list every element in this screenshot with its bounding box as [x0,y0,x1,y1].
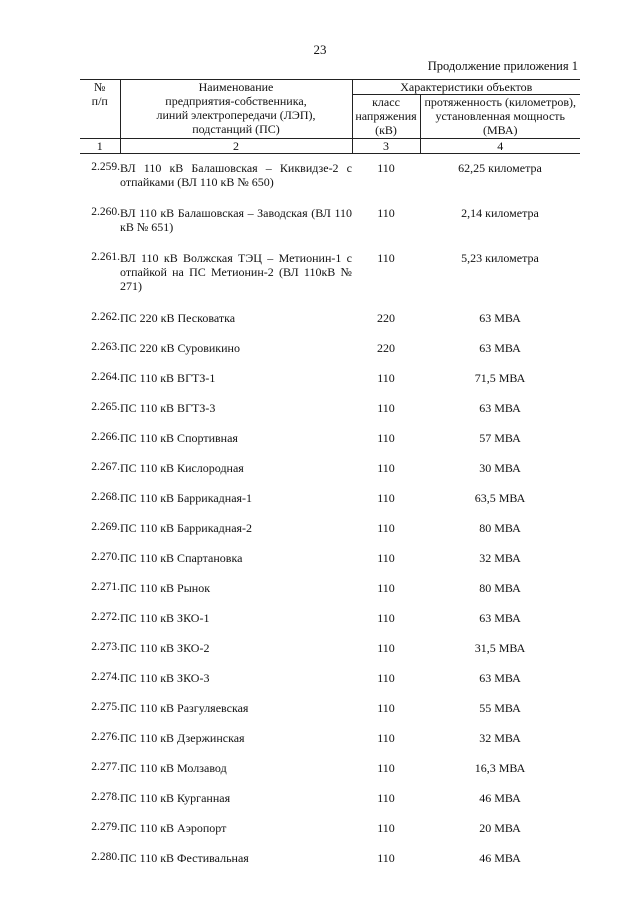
table-row [80,851,580,881]
capacity-value: 63 МВА [479,310,521,325]
row-number: 2.280. [91,850,120,863]
table-row [80,761,580,791]
voltage-class: 110 [377,460,395,475]
object-name: ПС 110 кВ Молзавод [120,760,227,775]
object-name: ПС 110 кВ ВГТЗ-1 [120,370,216,385]
table-row [80,821,580,851]
table-row [80,791,580,821]
capacity-value: 80 МВА [479,580,521,595]
row-number: 2.270. [91,550,120,563]
object-name: ПС 110 кВ Кислородная [120,460,244,475]
capacity-value: 16,3 МВА [474,760,526,775]
object-name: ПС 110 кВ ЗКО-3 [120,670,210,685]
capacity-value: 46 МВА [479,850,521,865]
row-number: 2.259. [91,160,120,173]
table-row [80,551,580,581]
object-name: ПС 220 кВ Суровикино [120,340,240,355]
capacity-value: 30 МВА [479,460,521,475]
table-row [80,611,580,641]
capacity-value: 63 МВА [479,340,521,355]
column-number-3: 3 [352,138,420,153]
table-row [80,491,580,521]
capacity-value: 62,25 километра [458,160,542,175]
column-number-1: 1 [80,138,120,153]
capacity-value: 32 МВА [479,550,521,565]
voltage-class: 110 [377,250,395,265]
voltage-class: 110 [377,205,395,220]
object-name: ПС 110 кВ Спартановка [120,550,243,565]
voltage-class: 110 [377,520,395,535]
capacity-value: 63 МВА [479,610,521,625]
voltage-class: 110 [377,700,395,715]
object-name: ПС 110 кВ Аэропорт [120,820,227,835]
row-number: 2.261. [91,250,120,263]
capacity-value: 5,23 километра [461,250,539,265]
voltage-class: 110 [377,490,395,505]
object-name: ВЛ 110 кВ Волжская ТЭЦ – Метионин-1 с отпайкой на ПС Метионин-2 (ВЛ 110кВ № 271) [120,250,352,294]
header-capacity: протяженность (километров), установленная мощность (МВА) [420,95,580,138]
row-number: 2.262. [91,310,120,323]
object-name: ПС 110 кВ ЗКО-2 [120,640,210,655]
row-number: 2.263. [91,340,120,353]
voltage-class: 110 [377,730,395,745]
object-name: ПС 110 кВ Спортивная [120,430,238,445]
table-row [80,311,580,341]
table-row [80,371,580,401]
voltage-class: 110 [377,160,395,175]
object-name: ПС 110 кВ Дзержинская [120,730,245,745]
row-number: 2.267. [91,460,120,473]
voltage-class: 110 [377,580,395,595]
table-row [80,521,580,551]
voltage-class: 110 [377,850,395,865]
object-name: ПС 110 кВ Рынок [120,580,211,595]
table-row [80,153,580,206]
voltage-class: 220 [377,340,395,355]
voltage-class: 220 [377,310,395,325]
object-name: ПС 110 кВ Фестивальная [120,850,249,865]
row-number: 2.274. [91,670,120,683]
object-name: ПС 220 кВ Песковатка [120,310,236,325]
table-row [80,401,580,431]
voltage-class: 110 [377,820,395,835]
object-name: ПС 110 кВ Баррикадная-1 [120,490,253,505]
capacity-value: 57 МВА [479,430,521,445]
capacity-value: 63 МВА [479,670,521,685]
capacity-value: 63,5 МВА [474,490,526,505]
object-name: ПС 110 кВ ЗКО-1 [120,610,210,625]
row-number: 2.271. [91,580,120,593]
column-number-4: 4 [420,138,580,153]
capacity-value: 2,14 километра [461,205,539,220]
objects-table [80,79,580,881]
capacity-value: 71,5 МВА [474,370,526,385]
row-number: 2.277. [91,760,120,773]
table-row [80,431,580,461]
table-row [80,581,580,611]
row-number: 2.275. [91,700,120,713]
voltage-class: 110 [377,760,395,775]
table-row [80,461,580,491]
page-number: 23 [313,42,327,57]
continuation-note: Продолжение приложения 1 [427,59,578,73]
row-number: 2.269. [91,520,120,533]
capacity-value: 46 МВА [479,790,521,805]
voltage-class: 110 [377,550,395,565]
header-number: № п/п [80,80,120,139]
row-number: 2.278. [91,790,120,803]
header-voltage-class: класс напряжения (кВ) [352,95,420,138]
voltage-class: 110 [377,610,395,625]
table-row [80,701,580,731]
object-name: ПС 110 кВ Баррикадная-2 [120,520,253,535]
voltage-class: 110 [377,670,395,685]
table-row [80,671,580,701]
object-name: ПС 110 кВ Курганная [120,790,231,805]
object-name: ВЛ 110 кВ Балашовская – Киквидзе-2 с отпайками (ВЛ 110 кВ № 650) [120,160,352,189]
capacity-value: 80 МВА [479,520,521,535]
capacity-value: 20 МВА [479,820,521,835]
table-row [80,251,580,311]
row-number: 2.268. [91,490,120,503]
header-name: Наименование предприятия-собственника, линий электропередачи (ЛЭП), подстанций (ПС) [120,80,352,139]
header-characteristics: Характеристики объектов [352,80,580,95]
row-number: 2.273. [91,640,120,653]
capacity-value: 63 МВА [479,400,521,415]
capacity-value: 55 МВА [479,700,521,715]
row-number: 2.279. [91,820,120,833]
voltage-class: 110 [377,400,395,415]
voltage-class: 110 [377,430,395,445]
object-name: ПС 110 кВ ВГТЗ-3 [120,400,216,415]
table-row [80,206,580,251]
table-row [80,731,580,761]
voltage-class: 110 [377,370,395,385]
voltage-class: 110 [377,640,395,655]
capacity-value: 32 МВА [479,730,521,745]
row-number: 2.276. [91,730,120,743]
object-name: ВЛ 110 кВ Балашовская – Заводская (ВЛ 110 кВ № 651) [120,205,352,234]
table-row [80,641,580,671]
row-number: 2.264. [91,370,120,383]
row-number: 2.272. [91,610,120,623]
object-name: ПС 110 кВ Разгуляевская [120,700,249,715]
table-row [80,341,580,371]
row-number: 2.265. [91,400,120,413]
capacity-value: 31,5 МВА [474,640,526,655]
row-number: 2.260. [91,205,120,218]
row-number: 2.266. [91,430,120,443]
voltage-class: 110 [377,790,395,805]
column-number-2: 2 [120,138,352,153]
